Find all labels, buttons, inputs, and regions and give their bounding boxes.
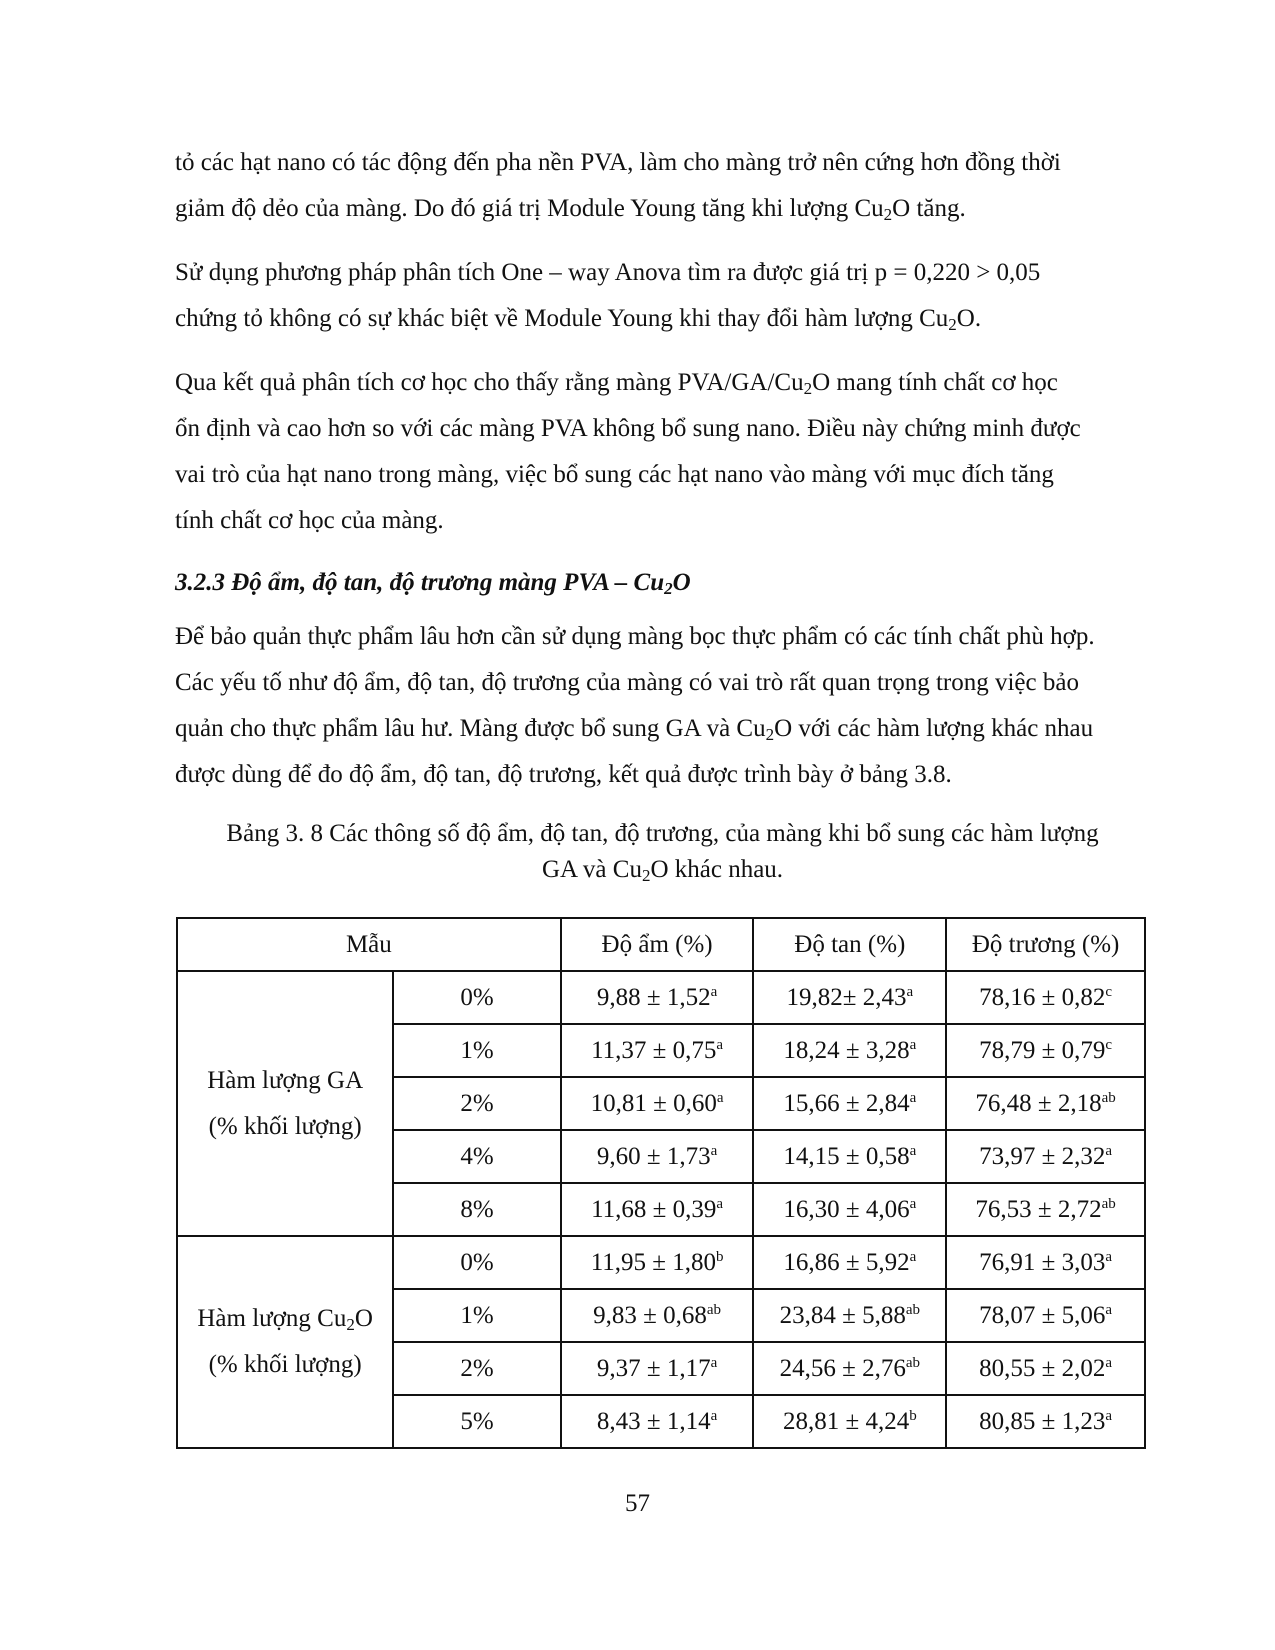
cell-swelling — [946, 1130, 1145, 1183]
paragraph-storage-intro — [175, 614, 1150, 798]
cell-percentage: 1% — [393, 1024, 560, 1077]
value-text: 76,48 ± 2,18 — [975, 1089, 1102, 1117]
significance-letter: a — [1105, 1248, 1113, 1265]
value-text: 24,56 ± 2,76 — [779, 1354, 906, 1382]
text-line: O. — [956, 305, 982, 332]
cell-moisture — [561, 1183, 754, 1236]
significance-letter: a — [909, 1142, 917, 1159]
text-line: O với các hàm lượng khác nhau — [774, 715, 1094, 742]
cell-moisture — [561, 1342, 754, 1395]
value-text: 16,30 ± 4,06 — [783, 1195, 910, 1223]
subscript: 2 — [883, 205, 893, 224]
cell-solubility — [753, 1077, 946, 1130]
significance-letter: a — [710, 1407, 718, 1424]
value-text: 15,66 ± 2,84 — [783, 1089, 910, 1117]
value-text: 78,16 ± 0,82 — [979, 983, 1106, 1011]
value-text: 73,97 ± 2,32 — [979, 1142, 1106, 1170]
paragraph-anova-result — [175, 250, 1150, 342]
text-line: Sử dụng phương pháp phân tích One – way Anova tìm ra được giá trị p = 0,220 > 0,05 — [175, 259, 1041, 286]
paragraph-young-modulus-conclusion — [175, 140, 1150, 232]
page-number: 57 — [625, 1490, 650, 1517]
cell-percentage: 1% — [393, 1289, 560, 1342]
caption-line: GA và Cu — [541, 856, 642, 883]
subscript: 2 — [664, 579, 673, 598]
text-line: giảm độ dẻo của màng. Do đó giá trị Module Young tăng khi lượng Cu — [175, 195, 884, 222]
results-table — [176, 917, 1146, 1449]
caption-line: Bảng 3. 8 Các thông số độ ẩm, độ tan, độ trương, của màng khi bổ sung các hàm lượng — [226, 820, 1099, 847]
significance-letter: a — [716, 1036, 724, 1053]
text-line: chứng tỏ không có sự khác biệt về Module Young khi thay đổi hàm lượng Cu — [175, 305, 949, 332]
cell-moisture — [561, 1077, 754, 1130]
cell-swelling — [946, 1395, 1145, 1448]
cell-moisture — [561, 1236, 754, 1289]
value-text: 18,24 ± 3,28 — [783, 1036, 910, 1064]
cell-swelling — [946, 1236, 1145, 1289]
value-text: 9,60 ± 1,73 — [596, 1142, 711, 1170]
subscript: 2 — [948, 315, 957, 334]
cell-solubility — [753, 1183, 946, 1236]
header-sample: Mẫu — [177, 918, 561, 971]
group-label — [177, 971, 393, 1236]
header-swelling: Độ trương (%) — [946, 918, 1145, 971]
cell-moisture — [561, 1130, 754, 1183]
heading-text: 3.2.3 Độ ẩm, độ tan, độ trương màng PVA – Cu — [175, 569, 665, 596]
cell-moisture — [561, 1024, 754, 1077]
cell-solubility — [753, 1130, 946, 1183]
cell-solubility — [753, 1236, 946, 1289]
significance-letter: a — [909, 1089, 917, 1106]
cell-percentage: 8% — [393, 1183, 560, 1236]
significance-letter: a — [716, 1195, 724, 1212]
significance-letter: a — [909, 1248, 917, 1265]
significance-letter: a — [710, 1142, 718, 1159]
group-label-unit: (% khối lượng) — [208, 1351, 362, 1378]
significance-letter: ab — [706, 1301, 722, 1318]
heading-text: O — [672, 569, 691, 596]
cell-solubility — [753, 1342, 946, 1395]
subscript: 2 — [765, 725, 775, 744]
value-text: 11,95 ± 1,80 — [590, 1248, 716, 1276]
cell-percentage: 2% — [393, 1077, 560, 1130]
subscript: 2 — [346, 1315, 355, 1334]
cell-moisture — [561, 1289, 754, 1342]
cell-swelling — [946, 1289, 1145, 1342]
header-moisture: Độ ẩm (%) — [561, 918, 754, 971]
header-solubility: Độ tan (%) — [753, 918, 946, 971]
cell-swelling — [946, 971, 1145, 1024]
text-line: Qua kết quả phân tích cơ học cho thấy rằng màng PVA/GA/Cu — [175, 369, 804, 396]
cell-percentage: 0% — [393, 1236, 560, 1289]
value-text: 11,68 ± 0,39 — [591, 1195, 717, 1223]
value-text: 9,37 ± 1,17 — [596, 1354, 711, 1382]
text-line: được dùng để đo độ ẩm, độ tan, độ trương, kết quả được trình bày ở bảng 3.8. — [175, 761, 952, 788]
value-text: 76,53 ± 2,72 — [975, 1195, 1102, 1223]
cell-solubility — [753, 1395, 946, 1448]
cell-percentage: 0% — [393, 971, 560, 1024]
significance-letter: a — [710, 983, 718, 1000]
text-line: ổn định và cao hơn so với các màng PVA không bổ sung nano. Điều này chứng minh được — [175, 415, 1081, 442]
value-text: 10,81 ± 0,60 — [590, 1089, 717, 1117]
group-label-text: Hàm lượng Cu — [197, 1305, 347, 1332]
cell-percentage: 2% — [393, 1342, 560, 1395]
section-heading — [175, 560, 1150, 606]
value-text: 16,86 ± 5,92 — [783, 1248, 910, 1276]
caption-line: O khác nhau. — [650, 856, 784, 883]
table-header-row — [177, 918, 1145, 971]
cell-swelling — [946, 1183, 1145, 1236]
cell-percentage: 4% — [393, 1130, 560, 1183]
significance-letter: a — [906, 983, 914, 1000]
cell-moisture — [561, 971, 754, 1024]
subscript: 2 — [803, 379, 813, 398]
significance-letter: a — [710, 1354, 718, 1371]
group-label-text: Hàm lượng GA — [207, 1066, 364, 1094]
cell-solubility — [753, 1289, 946, 1342]
group-label — [177, 1236, 393, 1448]
value-text: 19,82± 2,43 — [786, 983, 907, 1011]
group-label-text: O — [354, 1305, 373, 1332]
value-text: 78,07 ± 5,06 — [979, 1301, 1106, 1329]
text-line: Các yếu tố như độ ẩm, độ tan, độ trương của màng có vai trò rất quan trọng trong việc bảo — [175, 669, 1079, 696]
value-text: 28,81 ± 4,24 — [782, 1407, 910, 1435]
value-text: 80,55 ± 2,02 — [979, 1354, 1106, 1382]
table-caption — [175, 816, 1150, 888]
group-label-unit: (% khối lượng) — [208, 1112, 362, 1140]
cell-swelling — [946, 1077, 1145, 1130]
table-row — [177, 1236, 1145, 1289]
cell-solubility — [753, 971, 946, 1024]
value-text: 23,84 ± 5,88 — [779, 1301, 906, 1329]
cell-moisture — [561, 1395, 754, 1448]
value-text: 78,79 ± 0,79 — [979, 1036, 1106, 1064]
significance-letter: ab — [1101, 1089, 1116, 1106]
subscript: 2 — [641, 866, 651, 885]
value-text: 80,85 ± 1,23 — [979, 1407, 1106, 1435]
text-line: Để bảo quản thực phẩm lâu hơn cần sử dụng màng bọc thực phẩm có các tính chất phù hợp. — [175, 623, 1095, 650]
cell-swelling — [946, 1024, 1145, 1077]
significance-letter: b — [715, 1248, 724, 1265]
significance-letter: ab — [905, 1354, 921, 1371]
text-line: O tăng. — [892, 195, 966, 222]
significance-letter: a — [1105, 1301, 1113, 1318]
significance-letter: c — [1105, 983, 1113, 1000]
significance-letter: a — [1105, 1142, 1113, 1159]
significance-letter: a — [909, 1195, 917, 1212]
paragraph-mechanical-summary — [175, 360, 1150, 544]
table-row — [177, 971, 1145, 1024]
cell-solubility — [753, 1024, 946, 1077]
value-text: 8,43 ± 1,14 — [596, 1407, 711, 1435]
value-text: 11,37 ± 0,75 — [591, 1036, 717, 1064]
significance-letter: ab — [905, 1301, 921, 1318]
significance-letter: a — [716, 1089, 724, 1106]
significance-letter: a — [1105, 1407, 1113, 1424]
significance-letter: b — [909, 1407, 917, 1424]
significance-letter: a — [1105, 1354, 1113, 1371]
cell-percentage: 5% — [393, 1395, 560, 1448]
value-text: 76,91 ± 3,03 — [979, 1248, 1106, 1276]
significance-letter: a — [909, 1036, 917, 1053]
value-text: 9,88 ± 1,52 — [596, 983, 711, 1011]
cell-swelling — [946, 1342, 1145, 1395]
significance-letter: c — [1105, 1036, 1113, 1053]
value-text: 9,83 ± 0,68 — [593, 1301, 707, 1329]
text-line: tính chất cơ học của màng. — [175, 507, 444, 534]
value-text: 14,15 ± 0,58 — [783, 1142, 910, 1170]
text-line: tỏ các hạt nano có tác động đến pha nền PVA, làm cho màng trở nên cứng hơn đồng thời — [175, 149, 1061, 176]
significance-letter: ab — [1101, 1195, 1116, 1212]
text-line: vai trò của hạt nano trong màng, việc bổ sung các hạt nano vào màng với mục đích tăng — [175, 461, 1054, 488]
text-line: O mang tính chất cơ học — [812, 369, 1058, 396]
text-line: quản cho thực phẩm lâu hư. Màng được bổ sung GA và Cu — [175, 715, 766, 742]
